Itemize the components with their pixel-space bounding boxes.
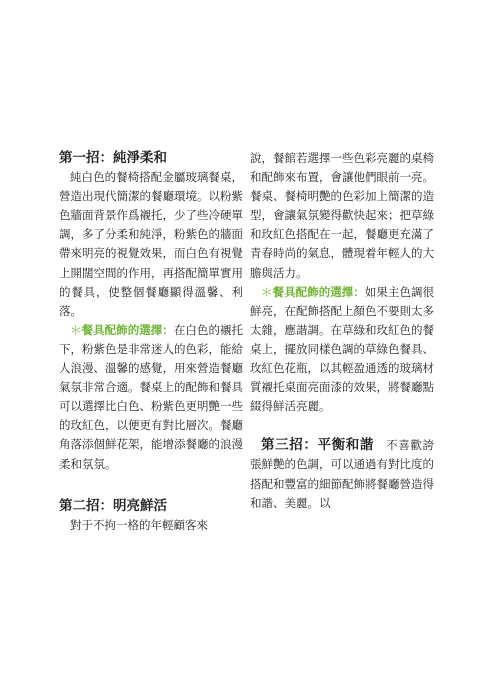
section1-paragraph: 純白色的餐椅搭配金屬玻璃餐桌，營造出現代簡潔的餐廳環境。以粉紫色牆面背景作爲襯托，少了些冷硬單調，多了分柔和純淨，粉紫色的牆面帶來明亮的視覺效果，而白色有視覺上開闊空間的作用，再搭配簡單實用的餐具，使整個餐廳顯得溫馨、利落。	[59, 170, 243, 318]
section1-tip	[59, 321, 243, 474]
section3-block	[250, 436, 434, 512]
section3-heading: 第三招：平衡和諧	[261, 437, 374, 454]
tip-label: 餐具配飾的選擇：	[81, 322, 174, 337]
section-spacer	[250, 416, 434, 436]
tip-star-icon: ＊	[70, 322, 82, 337]
section2-heading: 第二招：明亮鮮活	[59, 497, 167, 514]
section-spacer	[59, 474, 243, 497]
left-column	[59, 149, 243, 535]
section2-paragraph: 對于不拘一格的年輕顧客來	[70, 517, 208, 532]
tip-text: 如果主色調很鮮亮，在配飾搭配上顏色不要則太多太雜，應諧調。在草綠和玫紅色的餐桌上，擺放同樣色調的草綠色餐具、玫紅色花瓶，以其輕盈通透的玻璃材質襯托桌面亮面漆的效果，將餐廳點綴得鮮活亮麗。	[250, 284, 435, 414]
tip-label: 餐具配飾的選擇：	[272, 284, 365, 299]
section3-paragraph: 不喜歡誇張鮮艷的色調，可以通過有對比度的搭配和豐富的細節配飾將餐廳營造得和諧、美麗。以	[250, 438, 434, 510]
right-column	[250, 149, 434, 513]
tip-star-icon: ＊	[261, 284, 273, 299]
section1-heading: 第一招：純淨柔和	[59, 150, 167, 166]
section2-tip	[250, 283, 434, 417]
tip-text: 在白色的襯托下，粉紫色是非常迷人的色彩，能給人浪漫、溫馨的感覺，用來營造餐廳氣氛非常合適。餐桌上的配飾和餐具可以選擇比白色、粉紫色更明艷一些的玫紅色，以便更有對比層次。餐廳角落添個鮮花架，能增添餐廳的浪漫柔和氛氛。	[59, 322, 244, 471]
section2-paragraph-continued: 說，餐館若選擇一些色彩亮麗的桌椅和配飾來布置，會讓他們眼前一亮。餐桌、餐椅明艷的色彩加上簡潔的造型，會讓氣氛變得歡快起來；把草綠和玫紅色搭配在一起，餐廳更充滿了青春時尚的氣息，體現着年輕人的大膽與活力。	[250, 151, 434, 280]
